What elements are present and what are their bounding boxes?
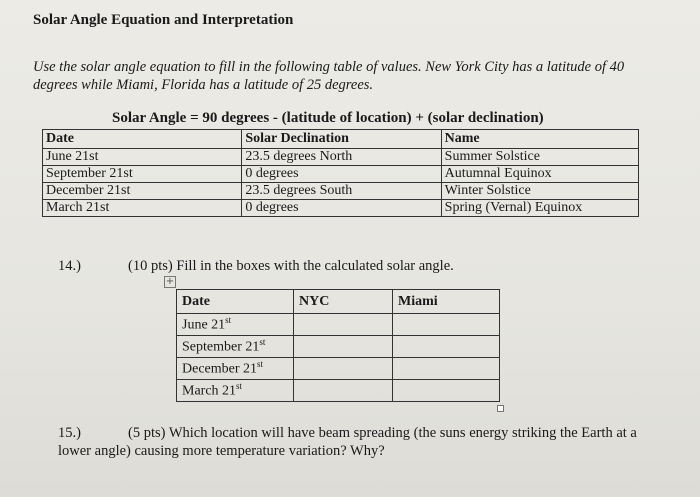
- table-header-row: [43, 130, 639, 149]
- question-15-number: 15.): [58, 425, 81, 441]
- cell-miami-answer[interactable]: [393, 358, 500, 380]
- intro-paragraph: Use the solar angle equation to fill in the following table of values. New York City has a latitude of 40 degrees while Miami, Florida has a latitude of 25 degrees.: [33, 59, 625, 93]
- cell-name: Spring (Vernal) Equinox: [441, 200, 638, 217]
- table-row: [43, 149, 639, 166]
- header-date: Date: [43, 130, 242, 149]
- question-14-text: (10 pts) Fill in the boxes with the calculated solar angle.: [128, 258, 454, 274]
- cell-name: Summer Solstice: [441, 149, 638, 166]
- cell-date: June 21st: [177, 314, 294, 336]
- plus-icon[interactable]: +: [165, 276, 175, 287]
- table-row: [177, 358, 500, 380]
- resize-handle[interactable]: [497, 405, 504, 412]
- cell-nyc-answer[interactable]: [294, 358, 393, 380]
- header-solar-declination: Solar Declination: [242, 130, 441, 149]
- cell-nyc-answer[interactable]: [294, 380, 393, 402]
- cell-date: December 21st: [43, 183, 242, 200]
- table-row: [177, 380, 500, 402]
- table-row: [177, 314, 500, 336]
- header-nyc: NYC: [294, 290, 393, 314]
- cell-date: June 21st: [43, 149, 242, 166]
- question-15: [58, 424, 658, 460]
- table-header-row: [177, 290, 500, 314]
- solar-angle-equation: Solar Angle = 90 degrees - (latitude of location) + (solar declination): [112, 110, 544, 126]
- cell-date: September 21st: [177, 336, 294, 358]
- cell-date: March 21st: [177, 380, 294, 402]
- table-row: [43, 200, 639, 217]
- cell-date: December 21st: [177, 358, 294, 380]
- cell-miami-answer[interactable]: [393, 380, 500, 402]
- cell-date: September 21st: [43, 166, 242, 183]
- header-miami: Miami: [393, 290, 500, 314]
- question-15-text: (5 pts) Which location will have beam spreading (the suns energy striking the Earth at a lower angle) causing more temperature variation? Why?: [58, 425, 637, 459]
- cell-declination: 23.5 degrees North: [242, 149, 441, 166]
- page-title: Solar Angle Equation and Interpretation: [33, 12, 294, 28]
- cell-nyc-answer[interactable]: [294, 314, 393, 336]
- cell-name: Autumnal Equinox: [441, 166, 638, 183]
- cell-miami-answer[interactable]: [393, 314, 500, 336]
- header-name: Name: [441, 130, 638, 149]
- cell-declination: 0 degrees: [242, 166, 441, 183]
- cell-date: March 21st: [43, 200, 242, 217]
- table-row: [177, 336, 500, 358]
- cell-name: Winter Solstice: [441, 183, 638, 200]
- table-row: [43, 166, 639, 183]
- cell-declination: 23.5 degrees South: [242, 183, 441, 200]
- cell-miami-answer[interactable]: [393, 336, 500, 358]
- header-date: Date: [177, 290, 294, 314]
- cell-nyc-answer[interactable]: [294, 336, 393, 358]
- table-row: [43, 183, 639, 200]
- question-14: [58, 258, 454, 275]
- question-14-number: 14.): [58, 258, 81, 274]
- solar-angle-answer-table: [176, 289, 500, 402]
- declination-table: [42, 129, 639, 217]
- cell-declination: 0 degrees: [242, 200, 441, 217]
